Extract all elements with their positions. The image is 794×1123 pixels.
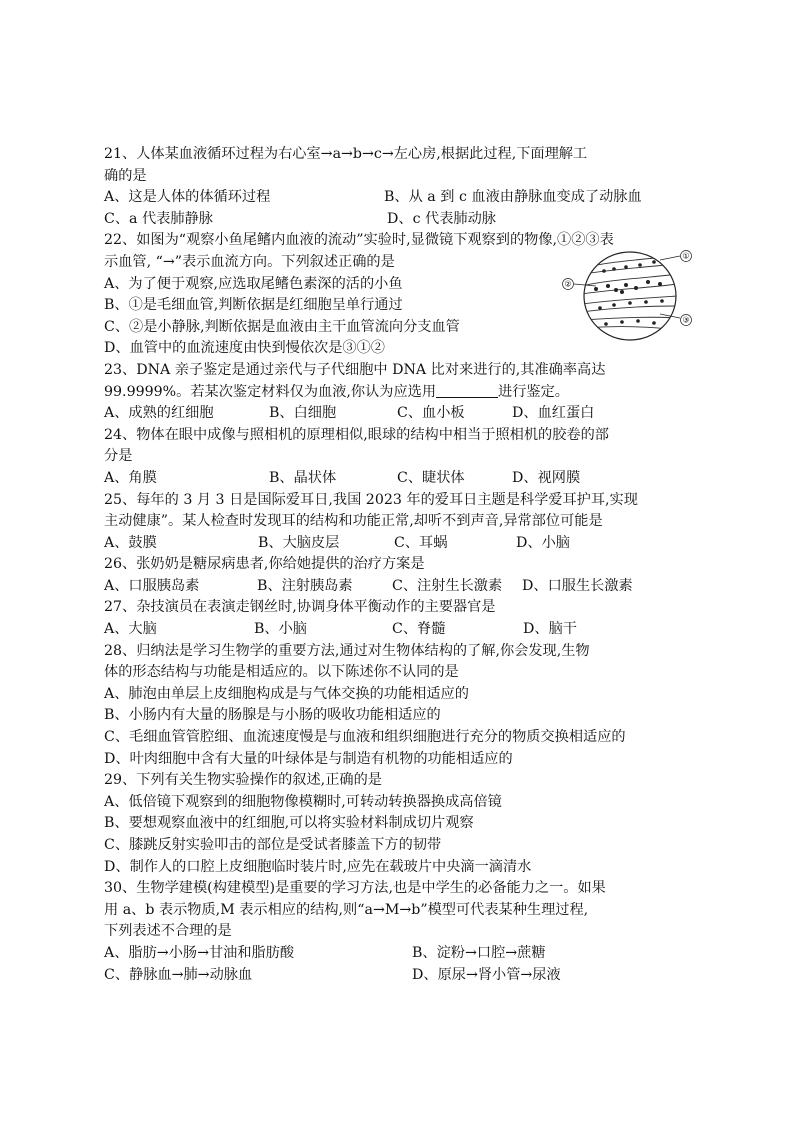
option-b[interactable]: B、注射胰岛素 bbox=[257, 577, 353, 594]
option-d[interactable]: D、视网膜 bbox=[512, 469, 581, 486]
option-c[interactable]: C、注射生长激素 bbox=[392, 577, 503, 594]
microscope-view-figure bbox=[556, 248, 696, 344]
question-26 bbox=[104, 554, 694, 597]
question-stem: 25、每年的 3 月 3 日是国际爱耳日,我国 2023 年的爱耳日主题是科学爱耳护耳,实现 bbox=[104, 491, 638, 508]
question-stem: 30、生物学建模(构建模型)是重要的学习方法,也是中学生的必备能力之一。如果 bbox=[104, 880, 606, 897]
option-row bbox=[104, 533, 694, 555]
option-b[interactable]: B、小肠内有大量的肠腺是与小肠的吸收功能相适应的 bbox=[104, 707, 441, 724]
option-d[interactable]: D、c 代表肺动脉 bbox=[387, 210, 496, 227]
question-24 bbox=[104, 425, 694, 490]
option-a[interactable]: A、脂肪→小肠→甘油和脂肪酸 bbox=[104, 944, 295, 961]
question-25 bbox=[104, 490, 694, 555]
question-stem: 示血管, “→”表示血流方向。下列叙述正确的是 bbox=[104, 253, 395, 270]
option-b[interactable]: B、①是毛细血管,判断依据是红细胞呈单行通过 bbox=[104, 297, 403, 314]
option-a[interactable]: A、成熟的红细胞 bbox=[104, 405, 214, 422]
question-stem: 27、杂技演员在表演走钢丝时,协调身体平衡动作的主要器官是 bbox=[104, 599, 496, 616]
option-a[interactable]: A、大脑 bbox=[104, 621, 157, 638]
question-stem: 确的是 bbox=[104, 167, 147, 184]
option-c[interactable]: C、a 代表肺静脉 bbox=[104, 210, 213, 227]
label-2: ② bbox=[564, 279, 572, 289]
option-b[interactable]: B、大脑皮层 bbox=[258, 534, 340, 551]
option-row bbox=[104, 965, 694, 987]
option-d[interactable]: D、叶肉细胞中含有大量的叶绿体是与制造有机物的功能相适应的 bbox=[104, 750, 513, 767]
option-d[interactable]: D、小脑 bbox=[516, 534, 570, 551]
question-stem: 24、物体在眼中成像与照相机的原理相似,眼球的结构中相当于照相机的胶卷的部 bbox=[104, 426, 609, 443]
option-a[interactable]: A、口服胰岛素 bbox=[104, 577, 200, 594]
label-1: ① bbox=[682, 251, 690, 261]
question-stem: 23、DNA 亲子鉴定是通过亲代与子代细胞中 DNA 比对来进行的,其准确率高达 bbox=[104, 361, 606, 378]
option-d[interactable]: D、血管中的血流速度由快到慢依次是③①② bbox=[104, 340, 385, 357]
question-stem: 下列表述不合理的是 bbox=[104, 923, 232, 940]
question-stem bbox=[104, 382, 694, 404]
option-row bbox=[104, 576, 694, 598]
question-28 bbox=[104, 641, 694, 771]
option-b[interactable]: B、白细胞 bbox=[269, 405, 337, 422]
stem-text: 99.9999%。若某次鉴定材料仅为血液,你认为应选用 bbox=[104, 383, 437, 400]
option-c[interactable]: C、毛细血管管腔细、血流速度慢是与血液和组织细胞进行充分的物质交换相适应的 bbox=[104, 729, 626, 746]
option-b[interactable]: B、要想观察血液中的红细胞,可以将实验材料制成切片观察 bbox=[104, 815, 474, 832]
question-23 bbox=[104, 360, 694, 425]
option-b[interactable]: B、淀粉→口腔→蔗糖 bbox=[412, 944, 546, 961]
option-a[interactable]: A、肺泡由单层上皮细胞构成是与气体交换的功能相适应的 bbox=[104, 685, 469, 702]
question-stem: 用 a、b 表示物质,M 表示相应的结构,则“a→M→b”模型可代表某种生理过程, bbox=[104, 901, 589, 918]
option-a[interactable]: A、鼓膜 bbox=[104, 534, 157, 551]
option-row bbox=[104, 468, 694, 490]
question-21 bbox=[104, 144, 694, 230]
option-c[interactable]: C、耳蜗 bbox=[394, 534, 448, 551]
option-d[interactable]: D、制作人的口腔上皮细胞临时装片时,应先在载玻片中央滴一滴清水 bbox=[104, 858, 532, 875]
question-stem: 主动健康”。某人检查时发现耳的结构和功能正常,却听不到声音,异常部位可能是 bbox=[104, 513, 603, 530]
option-row bbox=[104, 209, 694, 231]
option-a[interactable]: A、角膜 bbox=[104, 469, 157, 486]
option-b[interactable]: B、从 a 到 c 血液由静脉血变成了动脉血 bbox=[384, 189, 642, 206]
option-b[interactable]: B、小脑 bbox=[254, 621, 307, 638]
answer-blank[interactable] bbox=[436, 383, 498, 398]
question-stem: 22、如图为“观察小鱼尾鳍内血液的流动”实验时,显微镜下观察到的物像,①②③表 bbox=[104, 232, 614, 249]
question-29 bbox=[104, 770, 694, 878]
question-30 bbox=[104, 878, 694, 986]
question-stem: 29、下列有关生物实验操作的叙述,正确的是 bbox=[104, 772, 382, 789]
option-c[interactable]: C、膝跳反射实验叩击的部位是受试者膝盖下方的韧带 bbox=[104, 837, 442, 853]
option-row bbox=[104, 943, 694, 965]
option-d[interactable]: D、脑干 bbox=[523, 621, 577, 638]
option-c[interactable]: C、②是小静脉,判断依据是血液由主干血管流向分支血管 bbox=[104, 318, 460, 335]
option-a[interactable]: A、为了便于观察,应选取尾鳍色素深的活的小鱼 bbox=[104, 275, 403, 292]
question-stem: 体的形态结构与功能是相适应的。以下陈述你不认同的是 bbox=[104, 664, 459, 681]
option-b[interactable]: B、晶状体 bbox=[269, 469, 337, 486]
stem-text: 进行鉴定。 bbox=[498, 383, 569, 400]
option-d[interactable]: D、口服生长激素 bbox=[522, 577, 633, 594]
label-3: ③ bbox=[682, 315, 690, 325]
question-27 bbox=[104, 597, 694, 640]
option-row bbox=[104, 403, 694, 425]
option-d[interactable]: D、原尿→肾小管→尿液 bbox=[412, 966, 561, 983]
option-row bbox=[104, 187, 694, 209]
option-a[interactable]: A、这是人体的体循环过程 bbox=[104, 189, 271, 206]
question-stem: 26、张奶奶是糖尿病患者,你给她提供的治疗方案是 bbox=[104, 556, 425, 573]
option-d[interactable]: D、血红蛋白 bbox=[512, 405, 595, 422]
option-c[interactable]: C、血小板 bbox=[397, 405, 465, 422]
option-c[interactable]: C、脊髓 bbox=[392, 621, 446, 638]
question-stem: 28、归纳法是学习生物学的重要方法,通过对生物体结构的了解,你会发现,生物 bbox=[104, 642, 590, 659]
option-a[interactable]: A、低倍镜下观察到的细胞物像模糊时,可转动转换器换成高倍镜 bbox=[104, 793, 502, 810]
option-row bbox=[104, 619, 694, 641]
option-c[interactable]: C、静脉血→肺→动脉血 bbox=[104, 966, 253, 983]
option-c[interactable]: C、睫状体 bbox=[397, 469, 465, 486]
question-stem: 分是 bbox=[104, 448, 133, 465]
question-stem: 21、人体某血液循环过程为右心室→a→b→c→左心房,根据此过程,下面理解工 bbox=[104, 146, 588, 162]
